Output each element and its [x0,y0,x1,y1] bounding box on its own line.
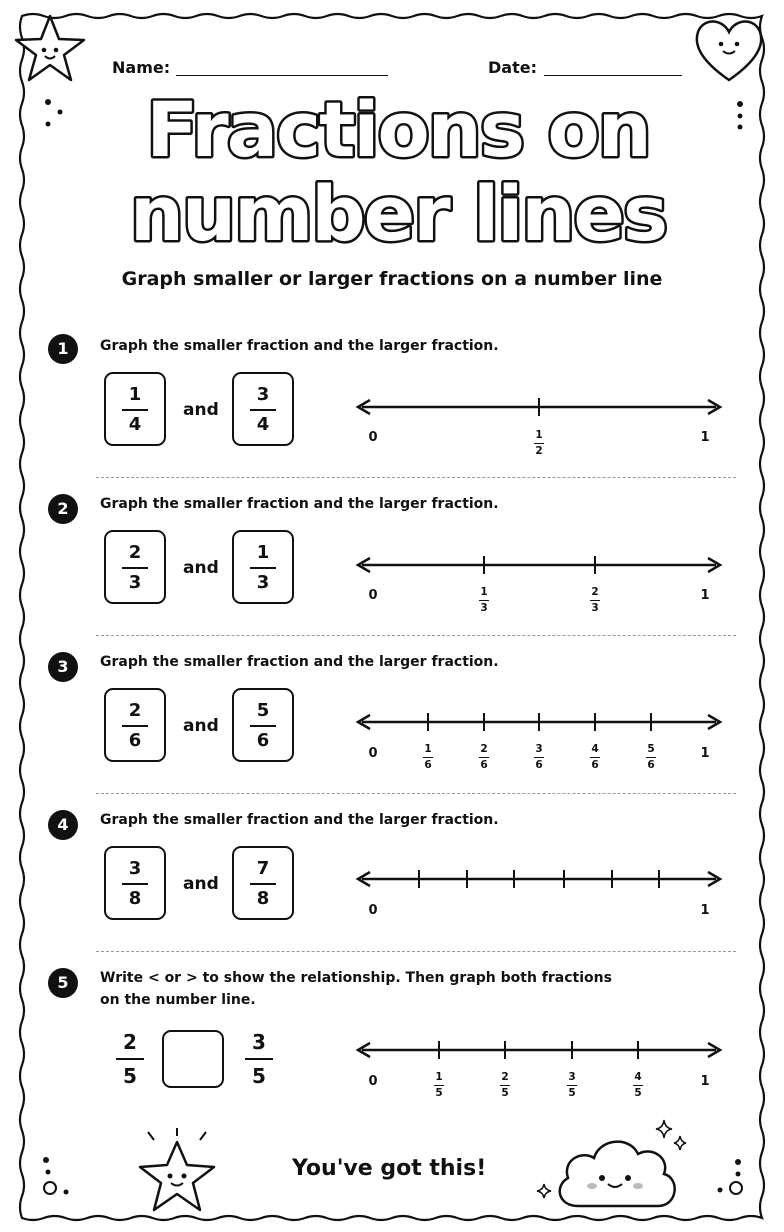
page-title [0,88,784,258]
heart-face-icon [690,12,768,86]
number-line-start: 0 [368,588,378,603]
connector-and: and [183,400,219,420]
numerator: 1 [128,384,142,405]
tick-label: 1 2 [535,429,543,457]
denominator: 4 [128,414,142,435]
title-line-2: number lines [129,169,667,258]
number-line-end: 1 [700,1074,710,1089]
tick-label: 2 5 [501,1071,509,1099]
fraction-box-4b [232,846,294,920]
denominator: 5 [252,1064,266,1088]
fraction-box-1a [104,372,166,446]
tick-label: 5 6 [647,743,655,771]
fraction-box-2a [104,530,166,604]
tick-label: 4 6 [591,743,599,771]
fraction-5a [116,1032,144,1086]
dots-decoration-icon [36,1150,80,1200]
instruction-5-line-1: Write < or > to show the relationship. Then graph both fractions [100,970,612,986]
numerator: 3 [256,384,270,405]
instruction-4: Graph the smaller fraction and the larger fraction. [100,812,499,828]
question-number-4: 4 [48,810,78,840]
tick-label: 3 5 [568,1071,576,1099]
numerator: 3 [252,1030,266,1054]
sparkle-icon [534,1182,554,1202]
star-face-icon [10,10,90,90]
section-divider [96,635,736,636]
denominator: 3 [128,572,142,593]
fraction-box-3b [232,688,294,762]
encouragement-message: You've got this! [292,1156,487,1181]
number-line-start: 0 [368,903,378,918]
fraction-5b [245,1032,273,1086]
comparison-answer-box[interactable] [162,1030,224,1088]
denominator: 5 [123,1064,137,1088]
denominator: 8 [128,888,142,909]
tick-label: 1 5 [435,1071,443,1099]
question-number-5: 5 [48,968,78,998]
instruction-3: Graph the smaller fraction and the larger fraction. [100,654,499,670]
numerator: 5 [256,700,270,721]
tick-label: 1 6 [424,743,432,771]
date-field-line[interactable] [544,75,682,76]
connector-and: and [183,716,219,736]
fraction-box-3a [104,688,166,762]
subtitle: Graph smaller or larger fractions on a number line [121,268,663,290]
fraction [106,386,164,434]
numerator: 1 [256,542,270,563]
number-line-start: 0 [368,430,378,445]
connector-and: and [183,874,219,894]
number-line-end: 1 [700,588,710,603]
number-line-end: 1 [700,903,710,918]
title-line-1: Fractions on [146,88,650,174]
name-field-line[interactable] [176,75,388,76]
dots-decoration-icon [708,1150,752,1200]
denominator: 8 [256,888,270,909]
denominator: 6 [128,730,142,751]
question-number-3: 3 [48,652,78,682]
numerator: 2 [128,542,142,563]
tick-label: 2 3 [591,586,599,614]
instruction-2: Graph the smaller fraction and the larger fraction. [100,496,499,512]
fraction-box-2b [232,530,294,604]
numerator: 3 [128,858,142,879]
denominator: 6 [256,730,270,751]
date-label: Date: [488,58,537,77]
tick-label: 4 5 [634,1071,642,1099]
fraction [106,702,164,750]
sparkle-icon [652,1118,692,1158]
number-line-start: 0 [368,746,378,761]
question-number-2: 2 [48,494,78,524]
tick-label: 2 6 [480,743,488,771]
question-number-1: 1 [48,334,78,364]
denominator: 4 [256,414,270,435]
fraction-box-1b [232,372,294,446]
numerator: 7 [256,858,270,879]
fraction [234,544,292,592]
connector-and: and [183,558,219,578]
fraction [234,386,292,434]
denominator: 3 [256,572,270,593]
number-line-end: 1 [700,430,710,445]
fraction [234,860,292,908]
section-divider [96,793,736,794]
name-label: Name: [112,58,171,77]
number-line-end: 1 [700,746,710,761]
fraction [106,860,164,908]
section-divider [96,477,736,478]
numerator: 2 [128,700,142,721]
instruction-5-line-2: on the number line. [100,992,256,1008]
fraction-box-4a [104,846,166,920]
fraction [106,544,164,592]
star-face-icon [124,1126,230,1220]
fraction [234,702,292,750]
tick-label: 3 6 [535,743,543,771]
section-divider [96,951,736,952]
number-line-start: 0 [368,1074,378,1089]
tick-label: 1 3 [480,586,488,614]
numerator: 2 [123,1030,137,1054]
instruction-1: Graph the smaller fraction and the larger fraction. [100,338,499,354]
